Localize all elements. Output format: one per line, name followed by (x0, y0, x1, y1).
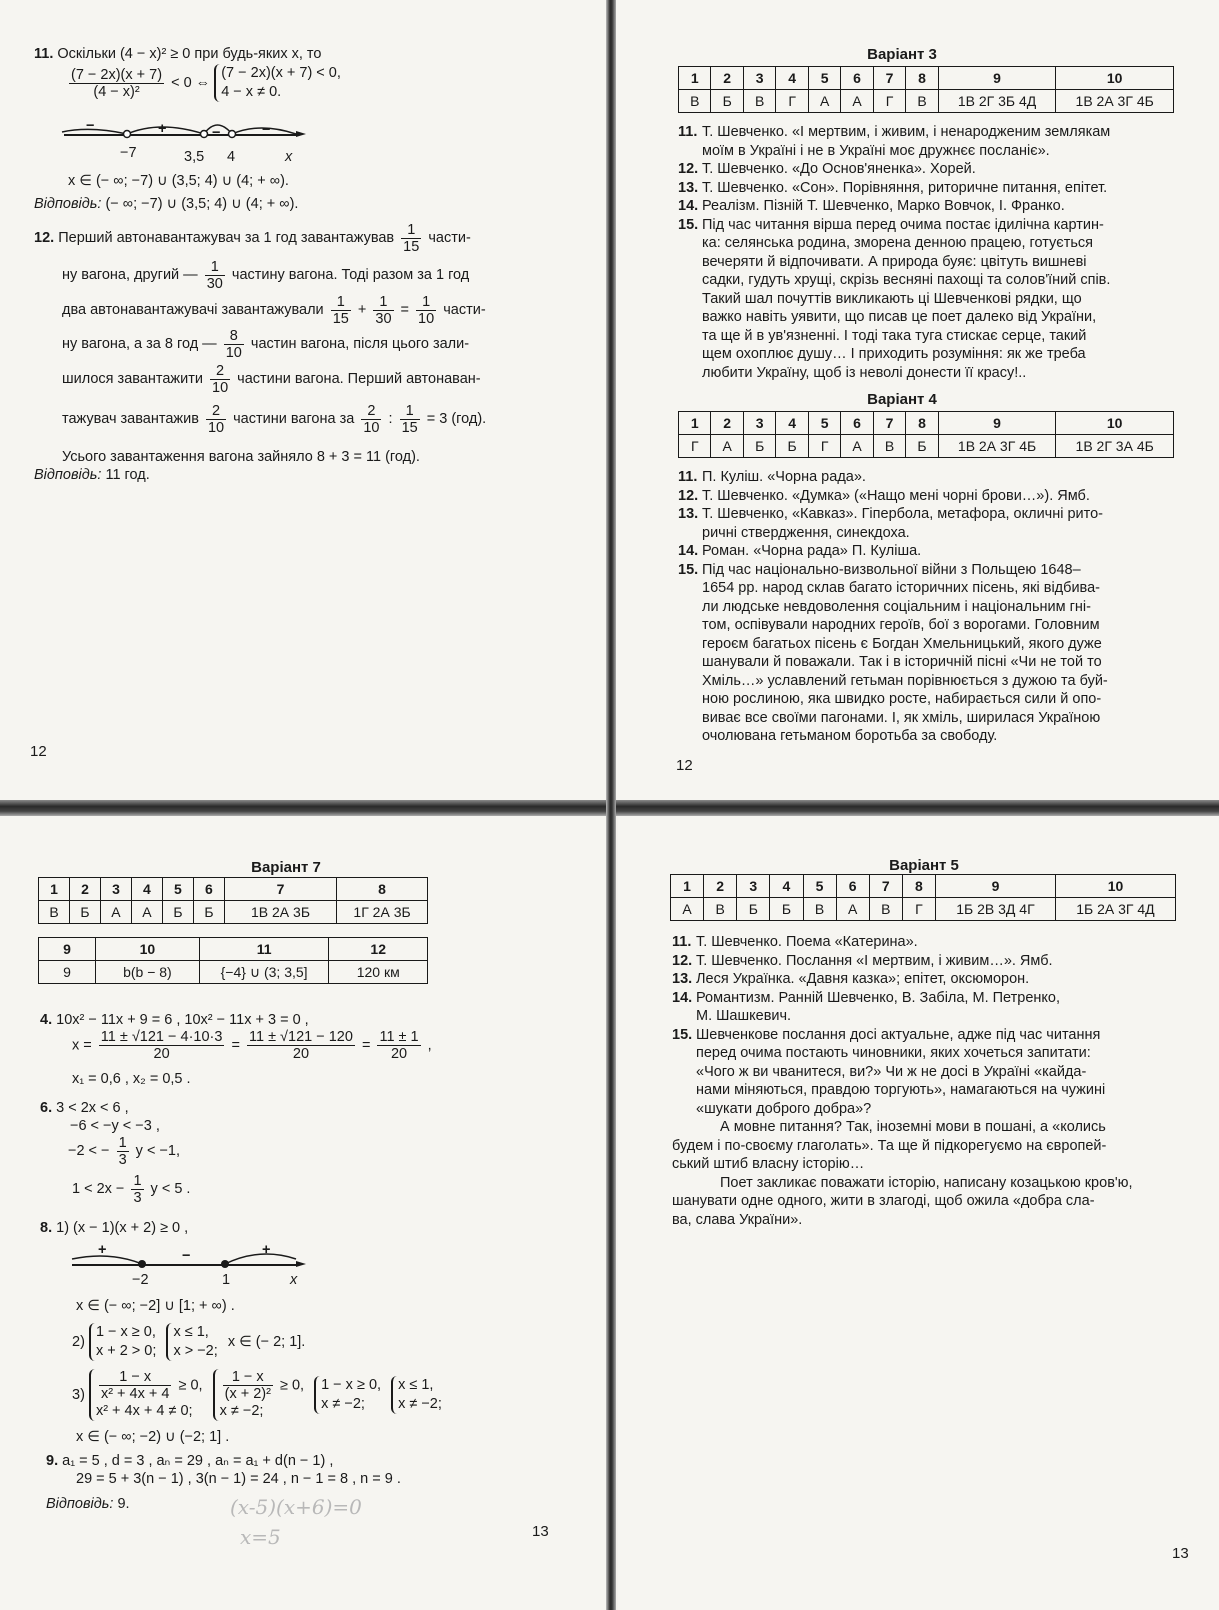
item-text: та ще й в ув'язненні. І тоді така туга стискає серце, такий (702, 327, 1087, 344)
solution-set-3: x ∈ (− ∞; −2) ∪ (−2; 1] . (76, 1429, 230, 1445)
list-item-line (672, 1063, 1202, 1082)
table-cell: А (836, 898, 869, 921)
answer-table-variant-7-part1 (38, 877, 428, 924)
item-text: садки, гудуть хрущі, скрізь весняні пахощі та солов'їний спів. (702, 272, 1111, 288)
answer-table-variant-4 (678, 411, 1174, 458)
item-text: ли людське невдоволення соціальним і національним гні- (702, 598, 1091, 615)
table-header-cell: 3 (743, 67, 775, 90)
problem-6-line1: 6. 3 < 2x < 6 , (40, 1100, 129, 1116)
item-text: Роман. «Чорна рада» П. Куліша. (702, 543, 922, 559)
list-item-line (672, 933, 1202, 952)
table-header-cell: 10 (1056, 412, 1174, 435)
problem-6-line2: −6 < −y < −3 , (70, 1118, 160, 1134)
table-cell: А (671, 898, 704, 921)
table-header-cell: 10 (1056, 67, 1174, 90)
list-item-line (678, 635, 1198, 654)
list-item-line (678, 505, 1198, 524)
table-header-cell: 3 (737, 875, 770, 898)
problem-4-line1: 4. 10x² − 11x + 9 = 6 , 10x² − 11x + 3 = 0 , (40, 1012, 309, 1028)
handwritten-note: x=5 (240, 1525, 281, 1549)
problem-12-line1: 12. Перший автонавантажувач за 1 год завантажував $\frac{1}{15}$ части- (34, 221, 471, 255)
list-item-line (678, 598, 1198, 617)
answer-table-variant-7-part2 (38, 937, 428, 984)
list-item-line (678, 179, 1198, 198)
item-text: ричні ствердження, синекдоха. (702, 524, 910, 541)
variant-3-title: Варіант 3 (867, 46, 937, 63)
paragraph-line: будем і по-своєму глаголать». Та ще й підкорегуємо на європей- (672, 1137, 1107, 1154)
sign-plus: + (158, 121, 167, 137)
table-cell: В (906, 90, 938, 113)
table-answer-row (679, 90, 1174, 113)
table-cell: Б (743, 435, 775, 458)
item-number: 11. (678, 124, 698, 140)
axis-point: x (285, 149, 293, 165)
page-fold-vertical (606, 0, 616, 1610)
table-header-cell: 7 (873, 67, 905, 90)
list-item-line (672, 1100, 1202, 1119)
table-answer-row (679, 435, 1174, 458)
table-header-cell: 11 (199, 938, 329, 961)
problem-4-formula: x = $\frac{11 \pm √121 - 4\cdot 10\cdot 3}{20}$ = $\frac{11 \pm √121 - 120}{20}$ = $\frac{11 \pm 1}{20}$ , (72, 1029, 432, 1062)
system: (7 − 2x)(x + 7) < 0, 4 − x ≠ 0. (214, 64, 341, 102)
table-cell: Г (679, 435, 711, 458)
list-item-line (672, 1026, 1202, 1045)
problem-number: 12. (34, 230, 55, 246)
table-cell: Б (776, 435, 808, 458)
item-text: том, оспівували народних героїв, бої з ворогами. Головним (702, 617, 1100, 633)
item-text: П. Куліш. «Чорна рада». (702, 469, 866, 485)
table-header-cell: 7 (224, 878, 336, 901)
table-cell: А (841, 90, 873, 113)
table-cell: Б (193, 901, 224, 924)
item-text: Т. Шевченко. Послання «І мертвим, і живим…». Ямб. (696, 952, 1053, 969)
item-text: ною рослиною, яка швидко росте, набирається сили й опо- (702, 691, 1102, 707)
page-bottom-left (0, 815, 612, 1610)
answer-9: Відповідь: 9. (46, 1496, 130, 1512)
table-cell: В (743, 90, 775, 113)
table-cell: Б (69, 901, 100, 924)
table-cell: 9 (39, 961, 96, 984)
problem-12-line6: тажувач завантажив $\frac{2}{10}$ частини вагона за $\frac{2}{10}$ : $\frac{1}{15}$ = 3 (год). (62, 402, 487, 436)
table-header-cell: 2 (69, 878, 100, 901)
table-header-cell: 4 (131, 878, 162, 901)
list-item-line (678, 542, 1198, 561)
item-text: Романтизм. Ранній Шевченко, В. Забіла, М. Петренко, (696, 989, 1061, 1006)
item-text: Під час читання вірша перед очима постає ідилічна картин- (702, 216, 1104, 233)
table-header-row (679, 67, 1174, 90)
table-header-cell: 7 (873, 412, 905, 435)
page-number: 13 (1172, 1545, 1189, 1562)
table-header-cell: 7 (869, 875, 902, 898)
table-header-cell: 8 (902, 875, 935, 898)
table-cell: 1Б 2А 3Г 4Д (1055, 898, 1175, 921)
table-header-cell: 6 (836, 875, 869, 898)
variant-5-title: Варіант 5 (889, 857, 959, 874)
table-header-cell: 1 (671, 875, 704, 898)
list-item-line (678, 160, 1198, 179)
variant-3-items (678, 123, 1198, 382)
list-item-line (678, 345, 1198, 364)
item-text: щем охоплює душу… І приходить розуміння: як же треба (702, 346, 1086, 362)
table-header-cell: 6 (193, 878, 224, 901)
item-text: вечеряти й відпочивати. А природа буяє: цвітуть вишневі (702, 253, 1087, 270)
item-text: моїм в Україні і не в Україні моє дружнєє посланіє». (702, 142, 1050, 159)
answer-table-variant-3 (678, 66, 1174, 113)
list-item-line (678, 468, 1198, 487)
list-item-line (678, 327, 1198, 346)
item-number: 11. (672, 934, 692, 950)
table-header-row (679, 412, 1174, 435)
page-bottom-right (618, 815, 1219, 1610)
table-cell: Б (770, 898, 803, 921)
problem-text: Оскільки (4 − x)² ≥ 0 при будь-яких x, то (57, 46, 322, 62)
table-header-cell: 6 (841, 67, 873, 90)
table-answer-row (39, 901, 428, 924)
problem-number: 11. (34, 46, 54, 62)
table-cell: 1В 2Г 3Б 4Д (938, 90, 1056, 113)
table-header-cell: 5 (803, 875, 836, 898)
table-header-cell: 2 (704, 875, 737, 898)
item-text: Т. Шевченко. «До Основ'яненка». Хорей. (702, 161, 976, 177)
item-number: 12. (672, 952, 693, 969)
table-cell: В (39, 901, 70, 924)
table-cell: {−4} ∪ (3; 3,5] (199, 961, 329, 984)
item-text: виває все своїми пагонами. І, як хміль, ширилася Україною (702, 709, 1101, 726)
table-cell: Б (162, 901, 193, 924)
table-header-cell: 9 (39, 938, 96, 961)
list-item-line (672, 989, 1202, 1008)
table-header-cell: 1 (679, 67, 711, 90)
sign-minus: − (262, 122, 271, 138)
list-item-line (678, 253, 1198, 272)
list-item-line (678, 653, 1198, 672)
paragraph-line: А мовне питання? Так, іноземні мови в пошані, а «колись (720, 1119, 1106, 1135)
list-item-line (678, 290, 1198, 309)
variant-5-items (672, 933, 1202, 1229)
table-cell: 120 км (329, 961, 428, 984)
list-item-line (678, 616, 1198, 635)
table-cell: В (704, 898, 737, 921)
list-item-line (678, 487, 1198, 506)
list-item-line (678, 672, 1198, 691)
table-cell: А (841, 435, 873, 458)
list-item-line (678, 271, 1198, 290)
variant-4-items (678, 468, 1198, 746)
list-item-line (678, 727, 1198, 746)
list-item-line (678, 308, 1198, 327)
item-text: ка: селянська родина, зморена денною працею, готується (702, 235, 1093, 251)
table-cell: В (873, 435, 905, 458)
table-cell: В (679, 90, 711, 113)
table-cell: В (869, 898, 902, 921)
list-item-line (678, 524, 1198, 543)
problem-12-line7: Усього завантаження вагона зайняло 8 + 3 = 11 (год). (62, 449, 420, 465)
item-text: Такий шал почуттів викликають ці Шевченкові рядки, що (702, 290, 1082, 307)
problem-11-line1 (34, 45, 321, 63)
page-number: 12 (30, 743, 47, 760)
page-top-right (612, 0, 1219, 800)
item-number: 13. (672, 971, 693, 987)
paragraph-line: Поет закликає поважати історію, написану козацькою кров'ю, (720, 1174, 1133, 1191)
item-text: нами міняються, правдою торгують», намагаються на чужині (696, 1082, 1106, 1098)
list-item-line (678, 709, 1198, 728)
item-text: Т. Шевченко. «І мертвим, і живим, і ненародженим землякам (702, 124, 1111, 140)
table-header-cell: 2 (711, 67, 743, 90)
table-cell: А (711, 435, 743, 458)
sign-plus: + (262, 1242, 271, 1258)
item-number: 15. (672, 1026, 693, 1043)
table-cell: Г (808, 435, 840, 458)
axis-point: x (290, 1272, 298, 1288)
table-header-row (39, 938, 428, 961)
item-text: Т. Шевченко. «Думка» («Нащо мені чорні брови…»). Ямб. (702, 487, 1090, 504)
variant-4-title: Варіант 4 (867, 391, 937, 408)
axis-point: 1 (222, 1272, 231, 1288)
item-text: очолювана гетьманом боротьба за свободу. (702, 728, 998, 744)
item-text: М. Шашкевич. (696, 1008, 792, 1024)
fraction: $\frac{(7 - 2x)(x + 7)}{\text{(4 − x)²}}$ (71, 66, 163, 100)
table-header-cell: 8 (906, 412, 938, 435)
item-text: Т. Шевченко. Поема «Катерина». (696, 934, 918, 950)
item-text: Леся Українка. «Давня казка»; епітет, оксюморон. (696, 971, 1030, 987)
item-number: 11. (678, 469, 698, 485)
table-header-cell: 12 (329, 938, 428, 961)
item-number: 13. (678, 506, 699, 522)
item-text: Реалізм. Пізній Т. Шевченко, Марко Вовчок, І. Франко. (702, 198, 1065, 214)
table-cell: Б (737, 898, 770, 921)
axis-arcs (60, 112, 310, 146)
item-number: 12. (678, 487, 699, 504)
table-header-cell: 1 (679, 412, 711, 435)
item-text: «Чого ж ви чванитеся, ви?» Чи ж не досі в Україні «кайда- (696, 1063, 1087, 1080)
problem-9-line1: 9. a₁ = 5 , d = 3 , aₙ = 29 , aₙ = a₁ + d(n − 1) , (46, 1453, 334, 1469)
sign-minus: − (86, 118, 95, 134)
problem-9-line2: 29 = 5 + 3(n − 1) , 3(n − 1) = 24 , n − 1 = 8 , n = 9 . (76, 1471, 401, 1487)
paragraph-line: шанувати одне одного, жити в злагоді, щоб ожила «добра сла- (672, 1193, 1095, 1209)
table-header-cell: 8 (906, 67, 938, 90)
handwritten-note: (x-5)(x+6)=0 (230, 1495, 362, 1519)
table-header-cell: 4 (776, 412, 808, 435)
list-item-line (678, 561, 1198, 580)
item-text: 1654 рр. народ склав багато історичних пісень, які відбива- (702, 580, 1100, 596)
sign-minus: − (212, 125, 221, 141)
table-cell: Г (873, 90, 905, 113)
list-item-line (672, 1007, 1202, 1026)
page-number: 12 (676, 757, 693, 774)
item-number: 14. (678, 543, 699, 559)
table-cell: 1В 2А 3Г 4Б (1056, 90, 1174, 113)
list-item-line (672, 1044, 1202, 1063)
problem-12-line3: два автонавантажувачі завантажували $\frac{1}{15}$ + $\frac{1}{30}$ = $\frac{1}{10}$ части- (62, 293, 486, 327)
item-text: перед очима постають чиновники, яких хочеться запитати: (696, 1045, 1091, 1061)
table-cell: Г (902, 898, 935, 921)
problem-11-inequality: $\frac{(7 - 2x)(x + 7)}{\text{(4 − x)²}}$ < 0 ⇔ (7 − 2x)(x + 7) < 0, 4 − x ≠ 0. (71, 65, 341, 100)
table-header-cell: 5 (808, 412, 840, 435)
list-item-line (678, 579, 1198, 598)
table-header-cell: 9 (936, 875, 1056, 898)
sign-plus: + (98, 1242, 107, 1258)
list-item-line (678, 197, 1198, 216)
list-item-line (678, 123, 1198, 142)
variant-7-title: Варіант 7 (251, 859, 321, 876)
answer-12: Відповідь: 11 год. (34, 467, 150, 483)
axis-point: −2 (132, 1272, 149, 1288)
list-item-line (672, 1081, 1202, 1100)
problem-6-line3: −2 < − $\frac{1}{3}$ y < −1, (68, 1134, 181, 1168)
axis-point: 3,5 (184, 149, 205, 165)
list-item-line (678, 142, 1198, 161)
problem-4-roots: x₁ = 0,6 , x₂ = 0,5 . (72, 1071, 191, 1087)
table-header-cell: 1 (39, 878, 70, 901)
table-answer-row (671, 898, 1176, 921)
page-number: 13 (532, 1523, 549, 1540)
item-text: любити Україну, щоб із неволі донести її красу!.. (702, 364, 1027, 381)
list-item-line (672, 970, 1202, 989)
table-cell: 1В 2А 3Б (224, 901, 336, 924)
table-header-cell: 4 (770, 875, 803, 898)
table-cell: 1Б 2В 3Д 4Г (936, 898, 1056, 921)
table-cell: b(b − 8) (96, 961, 200, 984)
item-number: 14. (678, 198, 699, 214)
list-item-line (678, 690, 1198, 709)
problem-12-line2: ну вагона, другий — $\frac{1}{30}$ частину вагона. Тоді разом за 1 год (62, 258, 470, 292)
solution-set: x ∈ (− ∞; −7) ∪ (3,5; 4) ∪ (4; + ∞). (68, 173, 289, 189)
table-header-cell: 3 (743, 412, 775, 435)
item-number: 13. (678, 179, 699, 196)
problem-8-part2: 2) 1 − x ≥ 0, x + 2 > 0; x ≤ 1, x > −2; x ∈ (− 2; 1]. (72, 1324, 306, 1359)
table-cell: 1В 2А 3Г 4Б (938, 435, 1056, 458)
table-header-cell: 4 (776, 67, 808, 90)
item-text: Шевченкове послання досі актуальне, адже під час читання (696, 1026, 1101, 1043)
item-text: Під час національно-визвольної війни з Польщею 1648– (702, 561, 1081, 578)
page-top-left (0, 0, 612, 800)
item-number: 14. (672, 989, 693, 1006)
table-header-row (671, 875, 1176, 898)
table-cell: Б (711, 90, 743, 113)
table-cell: А (131, 901, 162, 924)
list-item-line (678, 216, 1198, 235)
table-header-cell: 2 (711, 412, 743, 435)
table-cell: 1Г 2А 3Б (337, 901, 428, 924)
table-cell: А (100, 901, 131, 924)
table-cell: Б (906, 435, 938, 458)
item-text: важко навіть уявити, що писав це поет далеко від України, (702, 309, 1097, 325)
table-header-cell: 3 (100, 878, 131, 901)
table-header-cell: 9 (938, 412, 1056, 435)
item-number: 12. (678, 161, 699, 177)
table-cell: В (803, 898, 836, 921)
solution-set-1: x ∈ (− ∞; −2] ∪ [1; + ∞) . (76, 1298, 235, 1314)
item-text: Хміль…» уславлений гетьман порівнюється з дужою та буй- (702, 672, 1108, 689)
table-header-cell: 8 (337, 878, 428, 901)
table-answer-row (39, 961, 428, 984)
problem-8-line1: 8. 1) (x − 1)(x + 2) ≥ 0 , (40, 1220, 189, 1236)
answer-table-variant-5 (670, 874, 1176, 921)
table-header-row (39, 878, 428, 901)
table-cell: Г (776, 90, 808, 113)
sign-minus: − (182, 1248, 191, 1264)
table-cell: 1В 2Г 3А 4Б (1056, 435, 1174, 458)
item-text: Т. Шевченко, «Кавказ». Гіпербола, метафора, окличні рито- (702, 506, 1104, 522)
problem-6-line4: 1 < 2x − $\frac{1}{3}$ y < 5 . (72, 1172, 191, 1206)
item-text: героєм багатьох пісень є Богдан Хмельницький, якого дуже (702, 635, 1102, 652)
table-header-cell: 5 (808, 67, 840, 90)
paragraph-line: ський штиб власну історію… (672, 1156, 865, 1172)
problem-12-line4: ну вагона, а за 8 год — $\frac{8}{10}$ частин вагона, після цього зали- (62, 327, 470, 361)
table-header-cell: 6 (841, 412, 873, 435)
problem-8-part3: 3) $\frac{1 - x}{\text{x² + 4x + 4}}$ ≥ 0, x² + 4x + 4 ≠ 0; $\frac{1 - x}{\text{(x + 2)²}}$ ≥ 0, x ≠ −2; 1 − x ≥ 0, x ≠ −2; x ≤ 1, x ≠ −2; (72, 1369, 442, 1419)
table-header-cell: 9 (938, 67, 1056, 90)
problem-12-line5: шилося завантажити $\frac{2}{10}$ частини вагона. Перший автонаван- (62, 362, 481, 396)
axis-point: 4 (227, 149, 236, 165)
item-number: 15. (678, 561, 699, 578)
table-header-cell: 10 (1055, 875, 1175, 898)
item-text: «шукати доброго добра»? (696, 1100, 872, 1117)
paragraph-line: ва, слава України». (672, 1211, 803, 1228)
axis-point: −7 (120, 145, 137, 161)
item-text: Т. Шевченко. «Сон». Порівняння, риторичне питання, епітет. (702, 179, 1108, 196)
table-header-cell: 5 (162, 878, 193, 901)
list-item-line (672, 952, 1202, 971)
answer-11: Відповідь: (− ∞; −7) ∪ (3,5; 4) ∪ (4; + ∞). (34, 196, 299, 212)
item-number: 15. (678, 216, 699, 233)
list-item-line (678, 364, 1198, 383)
list-item-line (678, 234, 1198, 253)
item-text: шанували й поважали. Так і в історичній пісні «Чи не той то (702, 654, 1102, 670)
table-header-cell: 10 (96, 938, 200, 961)
table-cell: А (808, 90, 840, 113)
